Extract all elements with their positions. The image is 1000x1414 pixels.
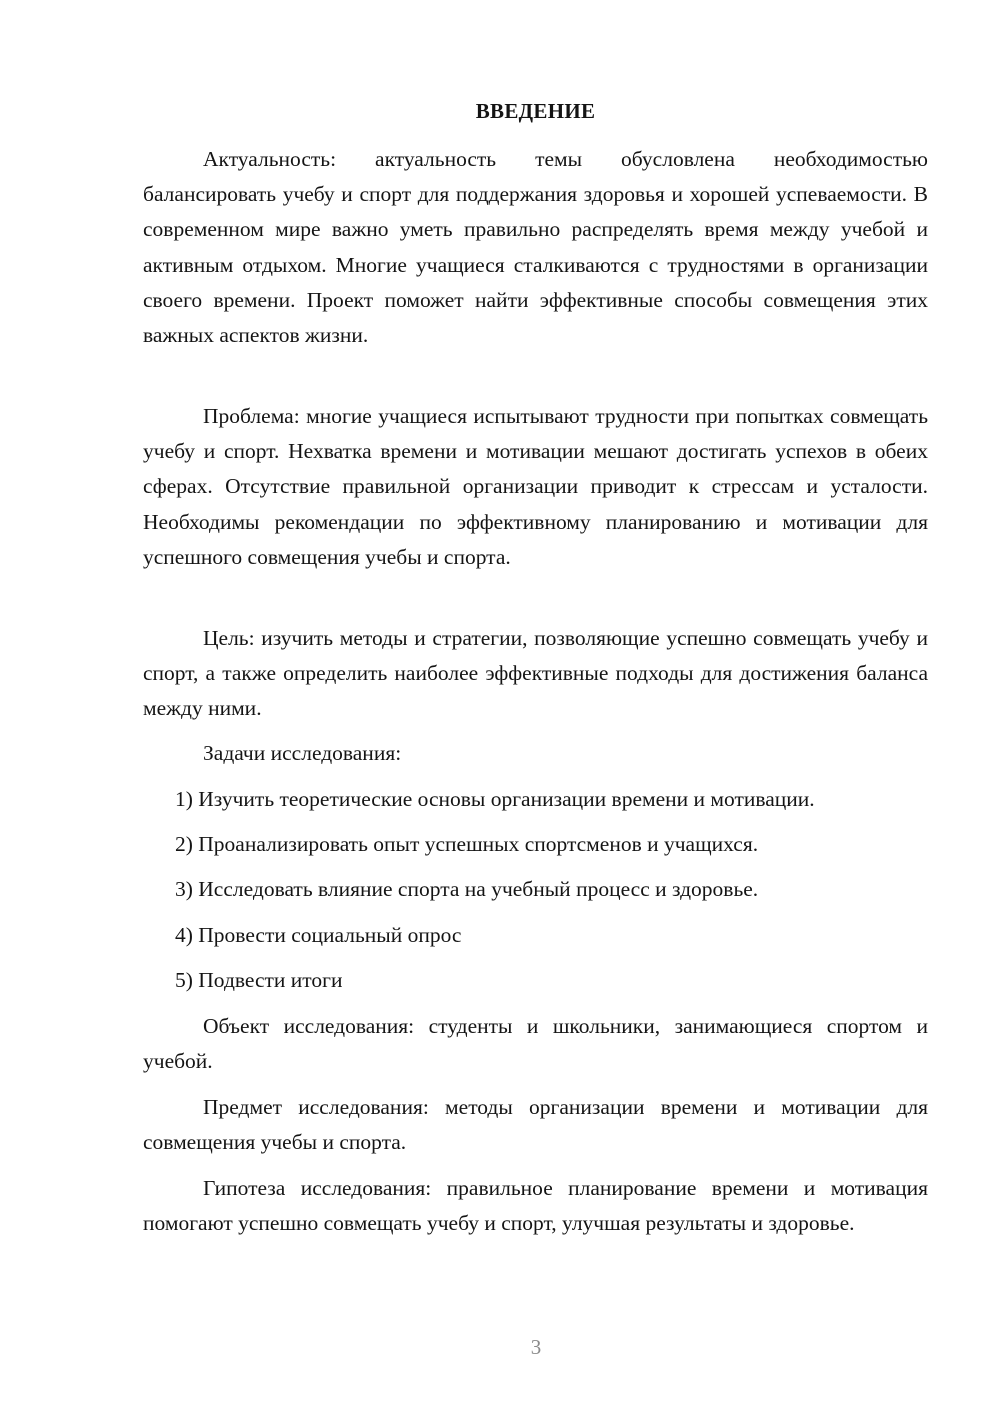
section-title: ВВЕДЕНИЕ xyxy=(475,99,596,123)
paragraph-relevance: Актуальность: актуальность темы обусловлена необходимостью балансировать учебу и спорт для поддержания здоровья и хорошей успеваемости. В современном мире важно уметь правильно распределять время между учебой и активным отдыхом. Многие учащиеся сталкиваются с трудностями в организации своего времени. Проект поможет найти эффективные способы совмещения этих важных аспектов жизни. xyxy=(143,147,928,348)
paragraph-goal: Цель: изучить методы и стратегии, позволяющие успешно совмещать учебу и спорт, а также определить наиболее эффективные подходы для достижения баланса между ними. xyxy=(143,626,928,721)
task-item-3: 3) Исследовать влияние спорта на учебный процесс и здоровье. xyxy=(175,877,759,901)
page-number: 3 xyxy=(530,1335,542,1359)
paragraph-object: Объект исследования: студенты и школьники, занимающиеся спортом и учебой. xyxy=(143,1014,928,1074)
task-item-4: 4) Провести социальный опрос xyxy=(175,923,462,947)
paragraph-problem: Проблема: многие учащиеся испытывают трудности при попытках совмещать учебу и спорт. Нехватка времени и мотивации мешают достигать успехов в обеих сферах. Отсутствие правильной организации приводит к стрессам и усталости. Необходимы рекомендации по эффективному планированию и мотивации для успешного совмещения учебы и спорта. xyxy=(143,404,928,569)
task-item-1: 1) Изучить теоретические основы организации времени и мотивации. xyxy=(175,787,815,811)
paragraph-hypothesis: Гипотеза исследования: правильное планирование времени и мотивация помогают успешно совмещать учебу и спорт, улучшая результаты и здоровье. xyxy=(143,1176,928,1236)
paragraph-subject: Предмет исследования: методы организации времени и мотивации для совмещения учебы и спорта. xyxy=(143,1095,928,1155)
tasks-heading: Задачи исследования: xyxy=(203,741,402,765)
task-item-2: 2) Проанализировать опыт успешных спортсменов и учащихся. xyxy=(175,832,759,856)
task-item-5: 5) Подвести итоги xyxy=(175,968,343,992)
